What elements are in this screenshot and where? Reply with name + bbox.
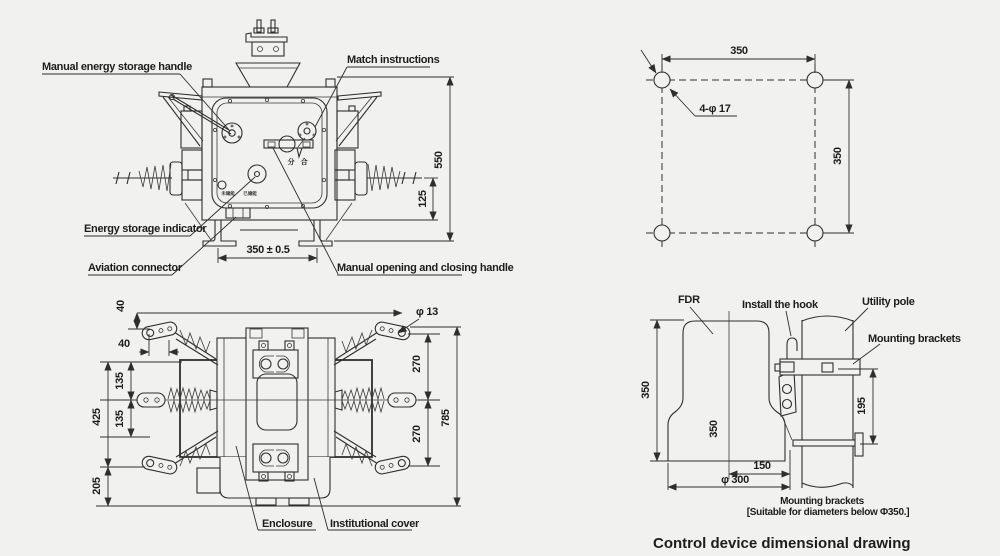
- arm-bracket: [141, 321, 178, 341]
- holes-label: 4-φ 17: [699, 103, 731, 115]
- label-institutional-cover: Institutional cover: [330, 518, 420, 530]
- panel-text-left: 未储能: [221, 191, 235, 196]
- dim-bushing-offset: 125: [417, 190, 429, 208]
- dim-overall-height: 785: [440, 409, 452, 427]
- top-view: [91, 300, 461, 530]
- dim-pattern-width: 350: [730, 45, 748, 57]
- pole-mount-view: [640, 294, 961, 518]
- dim-bracket-span: 195: [856, 397, 868, 415]
- dim-body-depth: 350: [708, 420, 720, 438]
- close-mark: 合: [300, 159, 308, 166]
- arm-bracket: [374, 321, 411, 341]
- dim-base-height: 205: [91, 477, 103, 495]
- enclosure-body: [202, 87, 337, 220]
- dim-foot-spacing: 350 ± 0.5: [246, 244, 290, 256]
- dim-hole: φ 13: [416, 306, 438, 318]
- dim-overall-height: 550: [433, 151, 445, 169]
- fdr-body: [668, 321, 785, 461]
- label-manual-opening-closing-handle: Manual opening and closing handle: [337, 262, 514, 274]
- hook: [787, 338, 797, 359]
- institutional-cover-outline: [246, 328, 308, 480]
- dim-lower-arm: 135: [114, 410, 126, 428]
- upper-bracket: [780, 359, 860, 375]
- top-horn: [236, 63, 300, 87]
- label-mounting-brackets: Mounting brackets: [868, 333, 961, 345]
- mounting-hole-pattern: [641, 45, 854, 249]
- dim-bolt-spacing: 40: [118, 338, 130, 350]
- top-bar: [246, 33, 287, 42]
- label-enclosure: Enclosure: [262, 518, 313, 530]
- label-match-instructions: Match instructions: [347, 54, 440, 66]
- energy-storage-handle-hub: [222, 123, 242, 143]
- arm-bracket: [374, 455, 411, 475]
- mounting-brackets-note-line2: [Suitable for diameters below Φ350.]: [746, 507, 910, 518]
- dim-lower-right: 270: [411, 425, 423, 443]
- mounting-brackets-note-line1: Mounting brackets: [780, 496, 864, 507]
- dim-diameter: φ 300: [721, 474, 749, 486]
- mount-hole: [807, 225, 823, 241]
- open-mark: 分: [287, 159, 295, 166]
- label-install-the-hook: Install the hook: [742, 299, 818, 311]
- dim-offset: 150: [753, 460, 771, 472]
- dim-left-overall: 425: [91, 408, 103, 426]
- dim-upper-arm: 135: [114, 372, 126, 390]
- mount-hole: [654, 72, 670, 88]
- label-fdr: FDR: [678, 294, 700, 306]
- label-energy-storage-indicator: Energy storage indicator: [84, 223, 207, 235]
- right-foot: [299, 220, 332, 246]
- lower-bracket-rod: [793, 440, 857, 446]
- front-view: [42, 20, 514, 275]
- drawing-caption: Control device dimensional drawing: [653, 535, 911, 552]
- dim-pattern-height: 350: [832, 147, 844, 165]
- label-manual-energy-storage-handle: Manual energy storage handle: [42, 61, 192, 73]
- dim-upper-right: 270: [411, 355, 423, 373]
- dim-top-offset: 40: [115, 300, 127, 312]
- mount-hole: [654, 225, 670, 241]
- top-bolt: [257, 20, 261, 32]
- label-aviation-connector: Aviation connector: [88, 262, 182, 274]
- label-utility-pole: Utility pole: [862, 296, 915, 308]
- dim-body-height: 350: [640, 381, 652, 399]
- aviation-connector-box: [226, 208, 250, 218]
- mount-hole: [807, 72, 823, 88]
- arm-bracket: [141, 455, 178, 475]
- panel-text-right: 已储能: [243, 191, 257, 196]
